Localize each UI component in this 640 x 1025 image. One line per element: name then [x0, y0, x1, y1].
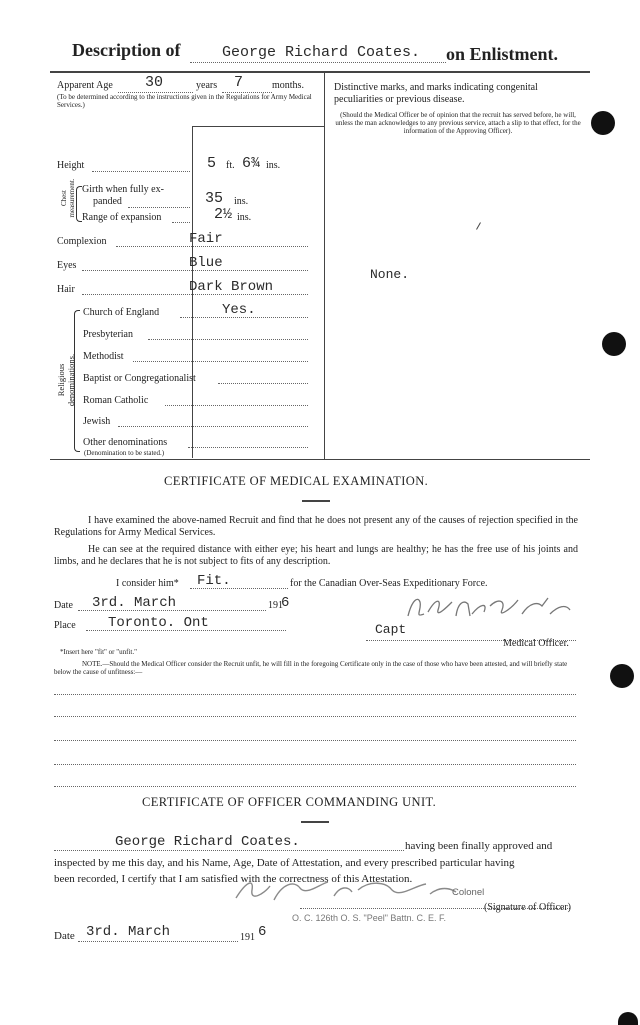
punch-hole-1: [591, 111, 615, 135]
commanding-name-value: George Richard Coates.: [115, 834, 300, 850]
age-years-value: 30: [145, 74, 164, 91]
girth-unit: ins.: [234, 196, 249, 207]
hair-label: Hair: [57, 284, 75, 295]
stamp-rank: Colonel: [452, 887, 485, 898]
medical-rank: Capt: [375, 622, 407, 637]
unfit-line-4: [54, 764, 576, 765]
height-dots: [92, 171, 190, 172]
medical-title-rule: [302, 500, 330, 502]
age-months-value: 7: [234, 74, 244, 91]
consider-prefix: I consider him*: [116, 578, 179, 589]
religion-label-3: Baptist or Congregationalist: [83, 373, 196, 384]
commanding-text-2: inspected by me this day, and his Name, Age, Date of Attestation, and every prescribed particular having: [54, 857, 515, 869]
medical-place-label: Place: [54, 620, 76, 631]
religion-value-0: Yes.: [222, 302, 256, 318]
age-note: (To be determined according to the instructions given in the Regulations for Army Medical Services.): [57, 93, 312, 109]
range-dots: [172, 222, 190, 223]
commanding-year-prefix: 191: [240, 932, 255, 943]
girth-dots: [128, 207, 190, 208]
range-unit: ins.: [237, 212, 252, 223]
punch-hole-2: [602, 332, 626, 356]
medical-year-value: 6: [281, 595, 290, 611]
stamp-line: O. C. 126th O. S. "Peel" Battn. C. E. F.: [292, 913, 446, 923]
marks-heading-2: peculiarities or previous disease.: [334, 94, 465, 105]
religion-label-5: Jewish: [83, 416, 111, 427]
religion-label-6: Other denominations: [83, 437, 168, 448]
header-name: George Richard Coates.: [222, 44, 421, 61]
measure-top-line: [192, 126, 324, 127]
religion-label-4: Roman Catholic: [83, 395, 149, 406]
height-in-value: 6¾: [242, 155, 261, 172]
apparent-age-label: Apparent Age: [57, 80, 113, 91]
religion-dots-1: [148, 339, 308, 340]
religion-side-label: Religious denominations.: [56, 353, 76, 407]
medical-date-label: Date: [54, 600, 73, 611]
pen-mark: [476, 222, 481, 229]
complexion-value: Fair: [189, 231, 223, 247]
frame-top: [50, 71, 590, 73]
height-label: Height: [57, 160, 85, 171]
column-divider: [324, 72, 325, 460]
eyes-value: Blue: [189, 255, 223, 271]
commanding-date-value: 3rd. March: [86, 924, 171, 940]
religion-label-1: Presbyterian: [83, 329, 133, 340]
unfit-note: NOTE.—Should the Medical Officer consider the Recruit unfit, he will fill in the foregoing Certificate only in the case of those who have been attested, and will briefly state below the cause of unfitness:—: [54, 660, 568, 676]
years-label: years: [196, 80, 218, 91]
religion-dots-3: [218, 383, 308, 384]
religion-dots-5: [118, 426, 308, 427]
medical-officer-signature: [398, 592, 578, 624]
signature-of-officer-label: (Signature of Officer): [484, 902, 572, 913]
marks-value: None.: [370, 267, 410, 282]
consider-suffix: for the Canadian Over-Seas Expeditionary Force.: [290, 578, 488, 589]
commanding-text-1: having been finally approved and: [405, 840, 553, 852]
hair-value: Dark Brown: [189, 279, 274, 295]
commanding-officer-signature: [230, 872, 470, 912]
consider-value: Fit.: [197, 573, 231, 589]
header-name-line: [190, 62, 446, 63]
denomination-note: (Denomination to be stated.): [84, 449, 165, 457]
range-value: 2½: [214, 206, 233, 223]
medical-officer-label: Medical Officer.: [503, 638, 569, 649]
medical-para-1: I have examined the above-named Recruit and find that he does not present any of the causes of rejection specified in the Regulations for Army Medical Services.: [54, 515, 578, 538]
range-label: Range of expansion: [82, 212, 162, 223]
marks-heading-1: Distinctive marks, and marks indicating congenital: [334, 82, 538, 93]
commanding-text-3: been recorded, I certify that I am satisfied with the correctness of this Attestation.: [54, 873, 413, 885]
commanding-date-dots: [78, 941, 238, 942]
religion-dots-6: [188, 447, 308, 448]
height-ft-value: 5: [207, 155, 217, 172]
girth-label-2: panded: [93, 196, 122, 207]
punch-hole-4: [618, 1012, 638, 1025]
medical-title: CERTIFICATE OF MEDICAL EXAMINATION.: [164, 474, 429, 488]
unfit-line-2: [54, 716, 576, 717]
unfit-line-5: [54, 786, 576, 787]
girth-value: 35: [205, 190, 224, 207]
commanding-date-label: Date: [54, 930, 75, 942]
commanding-title-rule: [301, 821, 329, 823]
unfit-line-3: [54, 740, 576, 741]
months-label: months.: [272, 80, 304, 91]
religion-label-2: Methodist: [83, 351, 124, 362]
religion-brace: [74, 310, 80, 452]
commanding-name-dots: [54, 850, 404, 851]
header-suffix: on Enlistment.: [446, 44, 559, 64]
chest-label: Chest measurement.: [60, 178, 76, 218]
medical-place-value: Toronto. Ont: [108, 615, 209, 631]
marks-note: (Should the Medical Officer be of opinion that the recruit has served before, he will, unless the man acknowledges to any previous service, attach a slip to that effect, for the information of the Approving Officer).: [335, 111, 581, 135]
ft-label: ft.: [226, 160, 235, 171]
header-prefix: Description of: [72, 40, 181, 60]
religion-dots-2: [133, 361, 308, 362]
religion-label-0: Church of England: [83, 307, 160, 318]
medical-year-prefix: 191: [268, 600, 283, 611]
religion-dots-4: [165, 405, 308, 406]
girth-label-1: Girth when fully ex-: [82, 184, 164, 195]
frame-bottom: [50, 459, 590, 460]
medical-para-2: He can see at the required distance with either eye; his heart and lungs are healthy; he has the free use of his joints and limbs, and he declares that he is not subject to fits of any description.: [54, 544, 578, 567]
medical-date-value: 3rd. March: [92, 595, 177, 611]
insert-note: *Insert here "fit" or "unfit.": [60, 648, 137, 656]
unfit-line-1: [54, 694, 576, 695]
height-ins-label: ins.: [266, 160, 281, 171]
commanding-year-value: 6: [258, 924, 267, 940]
commanding-title: CERTIFICATE OF OFFICER COMMANDING UNIT.: [142, 795, 437, 809]
complexion-label: Complexion: [57, 236, 107, 247]
punch-hole-3: [610, 664, 634, 688]
eyes-label: Eyes: [57, 260, 77, 271]
